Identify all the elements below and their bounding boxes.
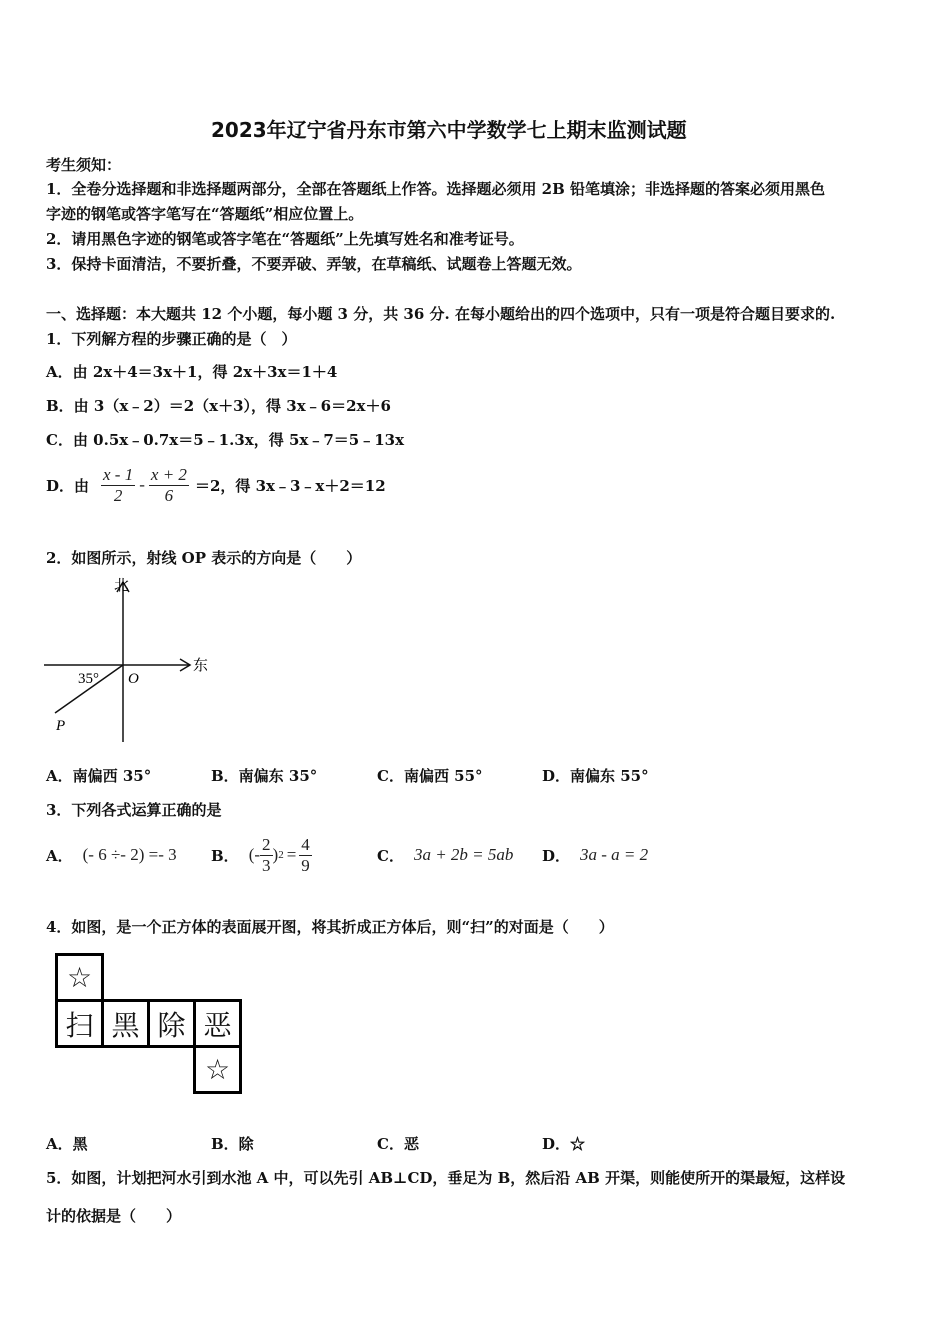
q3-d-expr: 3a - a = 2: [580, 845, 649, 864]
net-cell-hei: 黑: [101, 999, 150, 1048]
q3-a-expr: (- 6 ÷- 2) =- 3: [82, 845, 177, 864]
q1-d-f1-num: x - 1: [103, 464, 134, 484]
q3-b-r-num: 4: [301, 834, 310, 854]
notice-line-1b: 字迹的钢笔或答字笔写在“答题纸”相应位置上。: [46, 205, 364, 223]
q4-option-a: A．黑: [46, 1135, 88, 1153]
net-cell-sao: 扫: [55, 999, 104, 1048]
q3-b-f-num: 2: [262, 834, 271, 854]
q3-b-open: (-: [248, 845, 261, 864]
q1-d-minus: -: [139, 475, 145, 494]
q1-d-f2-den: 6: [164, 485, 174, 505]
q4-option-b: B．除: [211, 1135, 254, 1153]
notice-line-3: 3．保持卡面清洁，不要折叠，不要弄破、弄皱，在草稿纸、试题卷上答题无效。: [46, 255, 582, 273]
q1-d-fraction-1: [101, 465, 135, 506]
q1-d-prefix: D．由: [46, 476, 90, 495]
q3-b-equals: =: [286, 845, 297, 864]
page-title: 2023年辽宁省丹东市第六中学数学七上期末监测试题: [211, 118, 687, 142]
q2-option-b: B．南偏东 35°: [211, 767, 318, 785]
q3-b-exponent: 2: [278, 849, 284, 861]
q1-option-d: [46, 462, 386, 508]
q1-option-a: A．由 2x＋4＝3x＋1，得 2x＋3x＝1＋4: [46, 363, 338, 381]
q3-b-f-den: 3: [262, 855, 271, 875]
q3-option-b: [211, 828, 312, 882]
q3-stem: 3．下列各式运算正确的是: [46, 801, 222, 819]
q3-b-close: ): [272, 845, 279, 864]
net-cell-e: 恶: [193, 999, 242, 1048]
q3-b-label: B．: [211, 846, 239, 865]
q2-stem: 2．如图所示，射线 OP 表示的方向是（ ）: [46, 549, 362, 567]
q3-b-fraction: [260, 835, 273, 876]
q4-option-d: D．☆: [542, 1135, 586, 1153]
net-cell-star-top: ☆: [55, 953, 104, 1002]
q4-option-c: C．恶: [377, 1135, 419, 1153]
q3-d-label: D．: [542, 846, 571, 865]
q3-c-expr: 3a + 2b = 5ab: [413, 845, 514, 864]
q2-option-d: D．南偏东 55°: [542, 767, 649, 785]
q4-stem: 4．如图，是一个正方体的表面展开图，将其折成正方体后，则“扫”的对面是（ ）: [46, 918, 614, 936]
net-cell-chu: 除: [147, 999, 196, 1048]
q1-d-suffix: ＝2，得 3x﹣3﹣x＋2＝12: [194, 476, 386, 495]
q3-option-d: [542, 830, 648, 880]
q2-option-a: A．南偏西 35°: [46, 767, 152, 785]
fig-angle-label: 35°: [78, 671, 99, 687]
fig-north-label: 北: [114, 578, 130, 594]
q2-direction-figure: [40, 570, 220, 750]
q1-option-b: B．由 3（x﹣2）＝2（x＋3），得 3x﹣6＝2x＋6: [46, 397, 391, 415]
net-cell-star-bottom: ☆: [193, 1045, 242, 1094]
q1-stem: 1．下列解方程的步骤正确的是（ ）: [46, 330, 297, 348]
q3-a-label: A．: [46, 846, 73, 865]
q3-option-c: [377, 830, 513, 880]
notice-heading: 考生须知：: [46, 156, 122, 174]
q1-option-c: C．由 0.5x﹣0.7x＝5﹣1.3x，得 5x﹣7＝5﹣13x: [46, 431, 405, 449]
fig-p-label: P: [56, 718, 66, 734]
q3-option-a: [46, 830, 177, 880]
q2-option-c: C．南偏西 55°: [377, 767, 483, 785]
q3-b-r-den: 9: [301, 855, 310, 875]
q1-d-fraction-2: [149, 465, 189, 506]
fig-o-label: O: [128, 671, 139, 687]
q1-d-f2-num: x + 2: [150, 464, 187, 484]
q1-d-f1-den: 2: [113, 485, 123, 505]
notice-line-2: 2．请用黑色字迹的钢笔或答字笔在“答题纸”上先填写姓名和准考证号。: [46, 230, 524, 248]
q3-c-label: C．: [377, 846, 404, 865]
notice-line-1a: 1．全卷分选择题和非选择题两部分，全部在答题纸上作答。选择题必须用 2B 铅笔填涂；非选择题的答案必须用黑色: [46, 180, 826, 198]
fig-east-label: 东: [193, 658, 209, 674]
q3-b-result-fraction: [299, 835, 312, 876]
section-heading: 一、选择题：本大题共 12 个小题，每小题 3 分，共 36 分. 在每小题给出的四个选项中，只有一项是符合题目要求的.: [46, 305, 836, 323]
q5-line-2: 计的依据是（ ）: [46, 1207, 182, 1225]
q5-line-1: 5．如图，计划把河水引到水池 A 中，可以先引 AB⊥CD，垂足为 B，然后沿 AB 开渠，则能使所开的渠最短，这样设: [46, 1169, 846, 1187]
